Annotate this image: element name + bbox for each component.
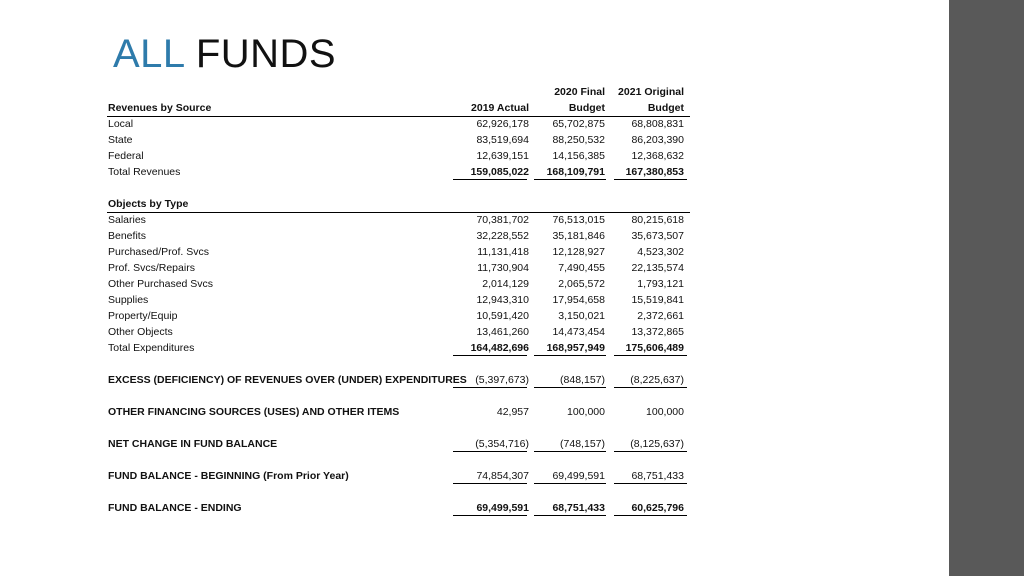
- header-2020-line1: 2020 Final: [554, 86, 605, 98]
- row-label: Local: [108, 118, 134, 130]
- total-underline: [534, 355, 606, 356]
- value-2021: 86,203,390: [631, 134, 684, 146]
- value-2020: 168,109,791: [546, 166, 605, 178]
- value-2021: 100,000: [646, 406, 684, 418]
- value-2019: (5,354,716): [475, 438, 529, 450]
- value-2020: 65,702,875: [552, 118, 605, 130]
- summary-underline: [614, 387, 687, 388]
- value-2020: 35,181,846: [552, 230, 605, 242]
- value-2019: 12,943,310: [476, 294, 529, 306]
- value-2021: 175,606,489: [625, 342, 684, 354]
- value-2019: 164,482,696: [470, 342, 529, 354]
- value-2021: (8,225,637): [630, 374, 684, 386]
- table-row: [107, 308, 690, 324]
- summary-underline: [453, 451, 527, 452]
- total-underline: [453, 355, 527, 356]
- total-expenditures-row: [107, 340, 690, 356]
- total-underline: [534, 179, 606, 180]
- table-row: [107, 276, 690, 292]
- title-part-all: ALL: [113, 32, 185, 76]
- value-2021: 4,523,302: [637, 246, 684, 258]
- total-revenues-row: [107, 164, 690, 180]
- row-label: Benefits: [108, 230, 146, 242]
- value-2021: 22,135,574: [631, 262, 684, 274]
- table-row: [107, 116, 690, 132]
- table-row: [107, 228, 690, 244]
- header-2020-line2: Budget: [568, 102, 605, 114]
- objects-section-label: Objects by Type: [108, 198, 189, 210]
- summary-underline: [614, 515, 687, 516]
- fund-balance-beginning-row: [107, 468, 690, 484]
- row-label: Property/Equip: [108, 310, 178, 322]
- value-2021: 2,372,661: [637, 310, 684, 322]
- row-label: FUND BALANCE - BEGINNING (From Prior Year): [108, 470, 349, 482]
- value-2019: 12,639,151: [476, 150, 529, 162]
- value-2021: 80,215,618: [631, 214, 684, 226]
- value-2021: 35,673,507: [631, 230, 684, 242]
- value-2019: 159,085,022: [470, 166, 529, 178]
- table-row: [107, 244, 690, 260]
- value-2020: 3,150,021: [558, 310, 605, 322]
- total-underline: [614, 179, 687, 180]
- value-2021: 15,519,841: [631, 294, 684, 306]
- value-2019: 62,926,178: [476, 118, 529, 130]
- row-label: Supplies: [108, 294, 149, 306]
- header-2021-line2: Budget: [647, 102, 684, 114]
- value-2019: 32,228,552: [476, 230, 529, 242]
- other-financing-row: [107, 404, 690, 420]
- value-2019: 83,519,694: [476, 134, 529, 146]
- value-2020: 14,156,385: [552, 150, 605, 162]
- summary-underline: [614, 483, 687, 484]
- summary-underline: [453, 387, 527, 388]
- summary-underline: [534, 483, 606, 484]
- right-sidebar-bar: [949, 0, 1024, 576]
- row-label: FUND BALANCE - ENDING: [108, 502, 242, 514]
- value-2021: 1,793,121: [637, 278, 684, 290]
- value-2021: (8,125,637): [630, 438, 684, 450]
- summary-underline: [453, 515, 527, 516]
- value-2021: 60,625,796: [631, 502, 684, 514]
- value-2021: 13,372,865: [631, 326, 684, 338]
- value-2020: 76,513,015: [552, 214, 605, 226]
- value-2019: (5,397,673): [475, 374, 529, 386]
- fund-balance-ending-row: [107, 500, 690, 516]
- summary-underline: [614, 451, 687, 452]
- summary-underline: [534, 387, 606, 388]
- table-row: [107, 292, 690, 308]
- header-2019: 2019 Actual: [471, 102, 529, 114]
- value-2020: (848,157): [560, 374, 605, 386]
- row-label: OTHER FINANCING SOURCES (USES) AND OTHER ITEMS: [108, 406, 400, 418]
- header-row-2: [107, 100, 690, 116]
- row-label: NET CHANGE IN FUND BALANCE: [108, 438, 278, 450]
- value-2020: 7,490,455: [558, 262, 605, 274]
- summary-underline: [453, 483, 527, 484]
- title-part-funds: FUNDS: [195, 32, 337, 76]
- value-2021: 12,368,632: [631, 150, 684, 162]
- value-2020: 168,957,949: [546, 342, 605, 354]
- financial-table: [107, 0, 692, 576]
- row-label: Purchased/Prof. Svcs: [108, 246, 209, 258]
- header-row-1: [107, 84, 690, 100]
- value-2019: 69,499,591: [476, 502, 529, 514]
- summary-underline: [534, 451, 606, 452]
- value-2020: (748,157): [560, 438, 605, 450]
- row-label: EXCESS (DEFICIENCY) OF REVENUES OVER (UNDER) EXPENDITURES: [108, 374, 467, 386]
- row-label: Total Expenditures: [108, 342, 195, 354]
- value-2021: 68,751,433: [631, 470, 684, 482]
- value-2020: 17,954,658: [552, 294, 605, 306]
- table-row: [107, 212, 690, 228]
- value-2019: 10,591,420: [476, 310, 529, 322]
- value-2019: 70,381,702: [476, 214, 529, 226]
- row-label: Prof. Svcs/Repairs: [108, 262, 195, 274]
- value-2019: 11,730,904: [477, 262, 529, 274]
- objects-header-row: [107, 196, 690, 212]
- revenues-section-label: Revenues by Source: [108, 102, 212, 114]
- row-label: Federal: [108, 150, 144, 162]
- value-2021: 68,808,831: [631, 118, 684, 130]
- row-label: Other Purchased Svcs: [108, 278, 214, 290]
- row-label: Total Revenues: [108, 166, 181, 178]
- value-2019: 74,854,307: [476, 470, 529, 482]
- table-row: [107, 148, 690, 164]
- value-2020: 2,065,572: [558, 278, 605, 290]
- table-row: [107, 132, 690, 148]
- value-2019: 42,957: [496, 406, 529, 418]
- header-2021-line1: 2021 Original: [618, 86, 684, 98]
- excess-deficiency-row: [107, 372, 690, 388]
- value-2021: 167,380,853: [625, 166, 684, 178]
- value-2019: 2,014,129: [482, 278, 529, 290]
- value-2020: 14,473,454: [552, 326, 605, 338]
- table-row: [107, 260, 690, 276]
- value-2020: 68,751,433: [552, 502, 605, 514]
- summary-underline: [534, 515, 606, 516]
- table-row: [107, 324, 690, 340]
- total-underline: [614, 355, 687, 356]
- row-label: State: [108, 134, 133, 146]
- value-2020: 12,128,927: [552, 246, 605, 258]
- value-2020: 88,250,532: [552, 134, 605, 146]
- value-2020: 100,000: [567, 406, 605, 418]
- row-label: Salaries: [108, 214, 146, 226]
- net-change-row: [107, 436, 690, 452]
- total-underline: [453, 179, 527, 180]
- value-2020: 69,499,591: [552, 470, 605, 482]
- value-2019: 11,131,418: [477, 246, 529, 258]
- row-label: Other Objects: [108, 326, 173, 338]
- value-2019: 13,461,260: [476, 326, 529, 338]
